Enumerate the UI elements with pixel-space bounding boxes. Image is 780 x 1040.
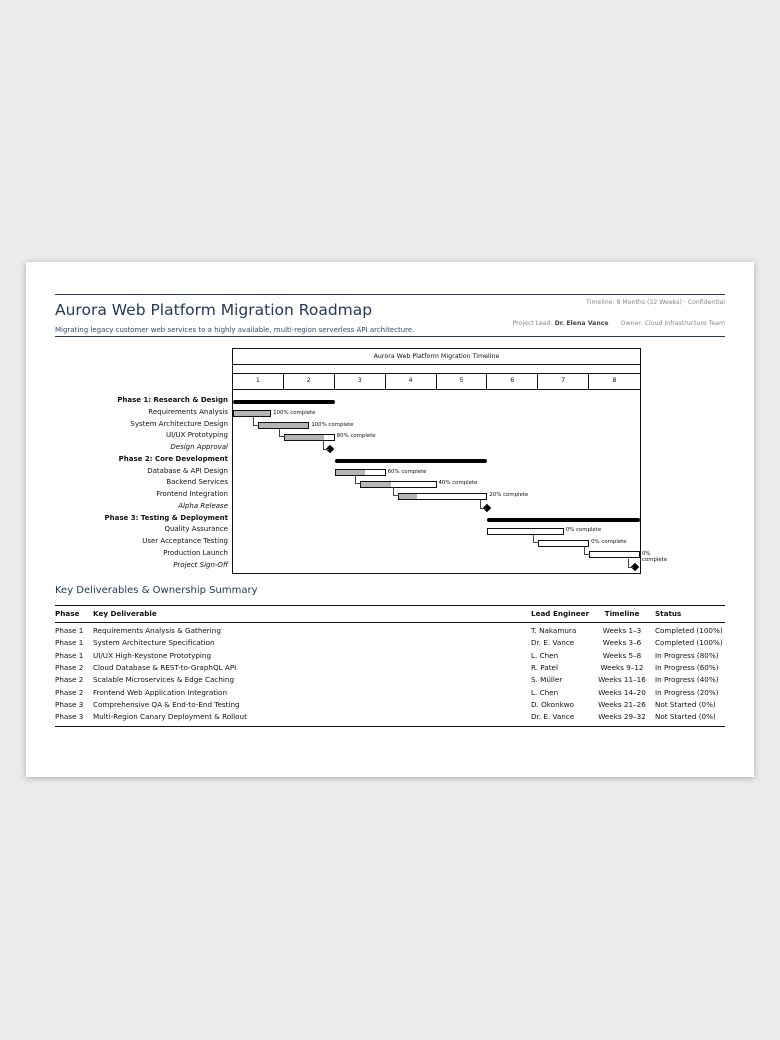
gantt-progress-fill — [336, 470, 365, 475]
gantt-progress-label: 100% complete — [273, 409, 316, 416]
gantt-dependency-link — [279, 428, 285, 437]
gantt-progress-label: 100% complete — [311, 421, 354, 428]
gantt-progress-fill — [259, 423, 308, 428]
cell-deliverable: Frontend Web Application Integration — [93, 687, 228, 697]
gantt-task-bar — [538, 540, 589, 547]
header-lead: Lead Engineer — [531, 609, 589, 618]
cell-deliverable: Requirements Analysis & Gathering — [93, 626, 221, 635]
page-subtitle: Migrating legacy customer web services to a highly available, multi-region serverless API architecture. — [55, 326, 415, 334]
gantt-phase-label: Phase 1: Research & Design — [117, 396, 228, 404]
cell-timeline: Weeks 14–20 — [598, 687, 646, 697]
project-meta — [513, 320, 725, 327]
table-top-rule — [55, 605, 725, 606]
cell-status: In Progress (60%) — [655, 662, 719, 672]
cell-timeline: Weeks 5–8 — [602, 650, 642, 660]
timeline-note: Timeline: 8 Months (32 Weeks) · Confidential — [586, 299, 725, 306]
cell-phase: Phase 2 — [55, 662, 84, 672]
gantt-progress-label: 20% complete — [489, 492, 529, 498]
project-lead-name: Dr. Elena Vance — [554, 320, 609, 327]
cell-timeline: Weeks 29–32 — [598, 712, 646, 722]
gantt-dependency-link — [323, 441, 329, 450]
cell-status: Completed (100%) — [655, 638, 723, 648]
cell-timeline: Weeks 21–26 — [598, 699, 646, 709]
gantt-dependency-link — [253, 417, 259, 426]
table-header-rule — [55, 622, 725, 623]
cell-deliverable: Cloud Database & REST-to-GraphQL API — [93, 662, 237, 672]
page-title: Aurora Web Platform Migration Roadmap — [55, 301, 373, 319]
gantt-period-label: 5 — [437, 373, 488, 389]
cell-deliverable: Comprehensive QA & End-to-End Testing — [93, 699, 240, 709]
cell-lead: Dr. E. Vance — [531, 712, 575, 722]
cell-phase: Phase 3 — [55, 712, 84, 722]
gantt-task-label: Frontend Integration — [156, 490, 228, 498]
cell-lead: Dr. E. Vance — [531, 638, 575, 648]
cell-lead: T. Nakamura — [531, 626, 577, 635]
gantt-period-label: 8 — [612, 377, 617, 384]
gantt-phase-bar — [487, 518, 640, 522]
gantt-header-rule — [233, 389, 640, 390]
gantt-chart — [232, 348, 668, 574]
cell-timeline: Weeks 3–6 — [602, 638, 642, 648]
gantt-milestone-label: Design Approval — [170, 443, 228, 451]
gantt-dependency-link — [628, 559, 634, 568]
gantt-task-label: Backend Services — [166, 478, 228, 487]
gantt-dependency-link — [355, 475, 361, 484]
gantt-task-bar — [233, 410, 271, 417]
gantt-progress-fill — [285, 435, 324, 440]
gantt-dependency-link — [533, 534, 539, 543]
cell-lead: L. Chen — [531, 650, 559, 660]
owner-text: Owner: Cloud Infrastructure Team — [620, 320, 725, 327]
cell-deliverable: Scalable Microservices & Edge Caching — [93, 675, 235, 685]
cell-lead: D. Okonkwo — [531, 699, 575, 709]
header-deliverable: Key Deliverable — [93, 609, 157, 618]
cell-phase: Phase 2 — [55, 675, 84, 685]
gantt-title: Aurora Web Platform Migration Timeline — [233, 349, 640, 365]
gantt-progress-label: 60% complete — [387, 468, 427, 475]
gantt-dependency-link — [584, 546, 590, 555]
header-top-rule — [55, 294, 725, 295]
gantt-task-bar — [487, 528, 563, 535]
gantt-task-label: UI/UX Prototyping — [166, 431, 228, 440]
gantt-milestone-label: Project Sign-Off — [173, 560, 228, 569]
gantt-period-label: 6 — [487, 373, 538, 389]
cell-lead: R. Patel — [531, 662, 558, 672]
header-timeline: Timeline — [604, 609, 640, 618]
gantt-progress-fill — [234, 411, 270, 416]
cell-status: In Progress (40%) — [655, 675, 719, 685]
cell-phase: Phase 1 — [55, 638, 84, 648]
gantt-period-label: 2 — [284, 373, 335, 389]
gantt-phase-label: Phase 3: Testing & Deployment — [104, 513, 228, 522]
gantt-progress-fill — [399, 494, 416, 499]
cell-phase: Phase 1 — [55, 650, 84, 660]
gantt-progress-label: 40% complete — [438, 480, 478, 487]
cell-status: In Progress (20%) — [655, 687, 719, 697]
gantt-task-bar — [398, 493, 487, 500]
gantt-progress-label: 0% complete — [642, 550, 668, 563]
gantt-period-label: 3 — [335, 373, 386, 389]
gantt-progress-label: 0% complete — [565, 527, 602, 534]
gantt-progress-label: 0% complete — [591, 539, 627, 545]
gantt-task-label: Quality Assurance — [164, 525, 228, 534]
gantt-task-label: Database & API Design — [147, 466, 228, 475]
gantt-progress-fill — [361, 482, 391, 487]
gantt-progress-label: 80% complete — [336, 433, 376, 440]
cell-phase: Phase 2 — [55, 687, 84, 697]
cell-status: Not Started (0%) — [655, 699, 716, 709]
gantt-task-label: Production Launch — [163, 548, 228, 557]
gantt-task-label: System Architecture Design — [130, 419, 228, 428]
gantt-period-label: 1 — [233, 373, 284, 389]
cell-status: Completed (100%) — [655, 626, 723, 635]
gantt-phase-bar — [233, 400, 335, 404]
cell-lead: L. Chen — [531, 687, 559, 697]
gantt-period-label: 4 — [386, 373, 437, 389]
cell-timeline: Weeks 1–3 — [602, 626, 642, 635]
cell-deliverable: System Architecture Specification — [93, 638, 215, 648]
cell-lead: S. Müller — [531, 675, 563, 685]
cell-phase: Phase 1 — [55, 626, 84, 635]
cell-status: In Progress (80%) — [655, 650, 719, 660]
table-bottom-rule — [55, 726, 725, 727]
document-page — [26, 262, 754, 777]
gantt-phase-bar — [335, 459, 488, 463]
gantt-task-bar — [284, 434, 335, 441]
gantt-dependency-link — [480, 500, 486, 509]
header-phase: Phase — [55, 609, 80, 618]
header-bottom-rule — [55, 336, 725, 337]
cell-status: Not Started (0%) — [655, 712, 716, 722]
gantt-phase-label: Phase 2: Core Development — [118, 454, 228, 463]
cell-deliverable: Multi-Region Canary Deployment & Rollout — [93, 712, 247, 722]
cell-timeline: Weeks 9–12 — [600, 662, 644, 672]
gantt-task-label: User Acceptance Testing — [142, 537, 228, 545]
gantt-task-label: Requirements Analysis — [148, 407, 228, 416]
gantt-milestone-label: Alpha Release — [178, 501, 228, 510]
project-lead-label: Project Lead: — [512, 320, 553, 327]
header-status: Status — [655, 609, 682, 618]
summary-title: Key Deliverables & Ownership Summary — [55, 585, 258, 596]
gantt-task-bar — [589, 551, 640, 558]
gantt-period-label: 7 — [538, 373, 589, 389]
gantt-dependency-link — [393, 487, 399, 496]
cell-timeline: Weeks 11–16 — [598, 675, 646, 685]
cell-deliverable: UI/UX High-Keystone Prototyping — [93, 650, 212, 660]
cell-phase: Phase 3 — [55, 699, 84, 709]
